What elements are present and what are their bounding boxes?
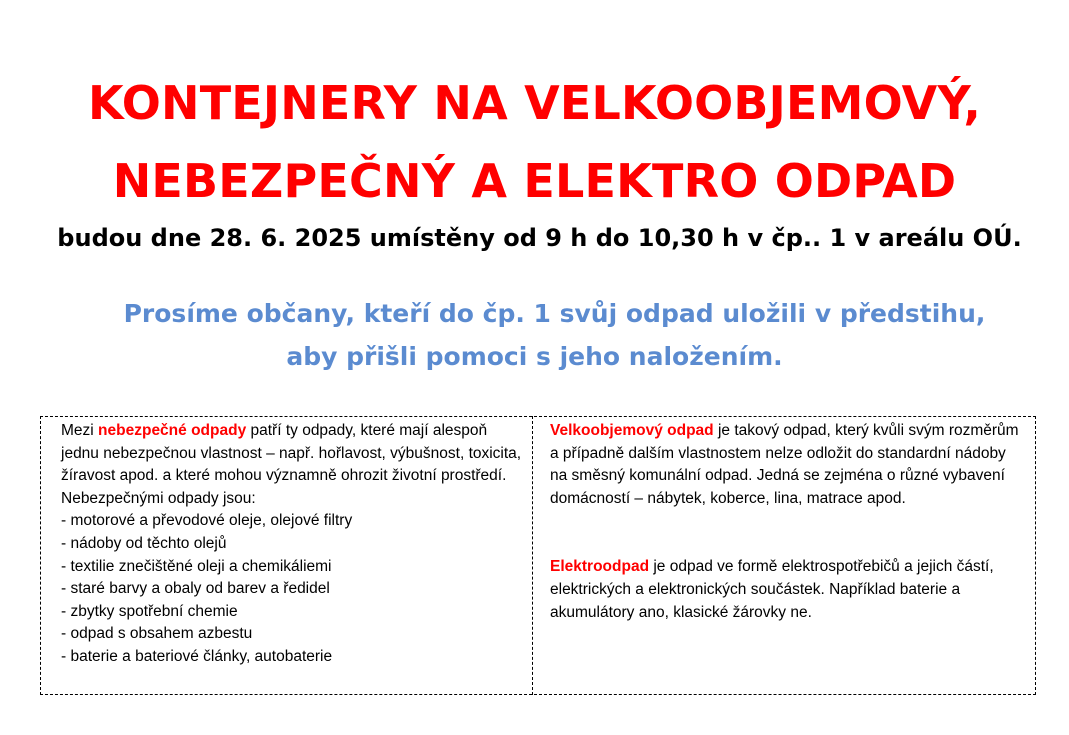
- hazardous-waste-column: [61, 420, 526, 669]
- electro-waste-highlight: Elektroodpad: [550, 558, 650, 576]
- electro-waste-text: je odpad ve formě elektrospotřebičů a jejich částí, elektrických a elektronických součástek. Například baterie a akumulátory ano, klasické žárovky ne.: [550, 558, 994, 621]
- list-item: - baterie a bateriové články, autobaterie: [61, 647, 333, 665]
- hazardous-waste-intro: [61, 420, 526, 488]
- list-item: - zbytky spotřební chemie: [61, 602, 238, 620]
- intro-rest: patří ty odpady, které mají alespoň jednu nebezpečnou vlastnost – např. hořlavost, výbušnost, toxicita, žíravost apod. a které mohou významně ohrozit životní prostředí.: [61, 422, 522, 485]
- request-line-1: Prosíme občany, kteří do čp. 1 svůj odpad uložili v předstihu,: [123, 299, 986, 328]
- paragraph-gap: [550, 510, 1020, 556]
- list-item: - motorové a převodové oleje, olejové filtry: [61, 512, 353, 530]
- hazardous-list-heading: Nebezpečnými odpady jsou:: [61, 489, 256, 507]
- bulky-electro-column: [550, 420, 1020, 624]
- date-time-location: budou dne 28. 6. 2025 umístěny od 9 h do 10,30 h v čp.. 1 v areálu OÚ.: [57, 224, 1022, 252]
- list-item: - odpad s obsahem azbestu: [61, 625, 253, 643]
- list-item: - textilie znečištěné oleji a chemikáliemi: [61, 557, 332, 575]
- hazardous-waste-list: [61, 510, 526, 668]
- request-line-2: aby přišli pomoci s jeho naložením.: [286, 342, 783, 371]
- hazardous-waste-highlight: nebezpečné odpady: [98, 422, 247, 439]
- title-line-1: KONTEJNERY NA VELKOOBJEMOVÝ,: [87, 76, 982, 130]
- list-item: - nádoby od těchto olejů: [61, 534, 227, 552]
- title-line-2: NEBEZPEČNÝ A ELEKTRO ODPAD: [112, 154, 957, 208]
- bulky-waste-highlight: Velkoobjemový odpad: [550, 422, 714, 439]
- column-divider: [532, 416, 533, 695]
- bulky-waste-text: je takový odpad, který kvůli svým rozměrům a případně dalším vlastnostem nelze odložit do standardní nádoby na směsný komunální odpad. Jedná se zejména o různé vybavení domácností – nábytek, koberce, lina, matrace apod.: [550, 422, 1019, 507]
- intro-prefix: Mezi: [61, 422, 99, 439]
- bulky-waste-paragraph: [550, 420, 1020, 510]
- list-item: - staré barvy a obaly od barev a ředidel: [61, 580, 330, 598]
- electro-waste-paragraph: [550, 556, 1020, 624]
